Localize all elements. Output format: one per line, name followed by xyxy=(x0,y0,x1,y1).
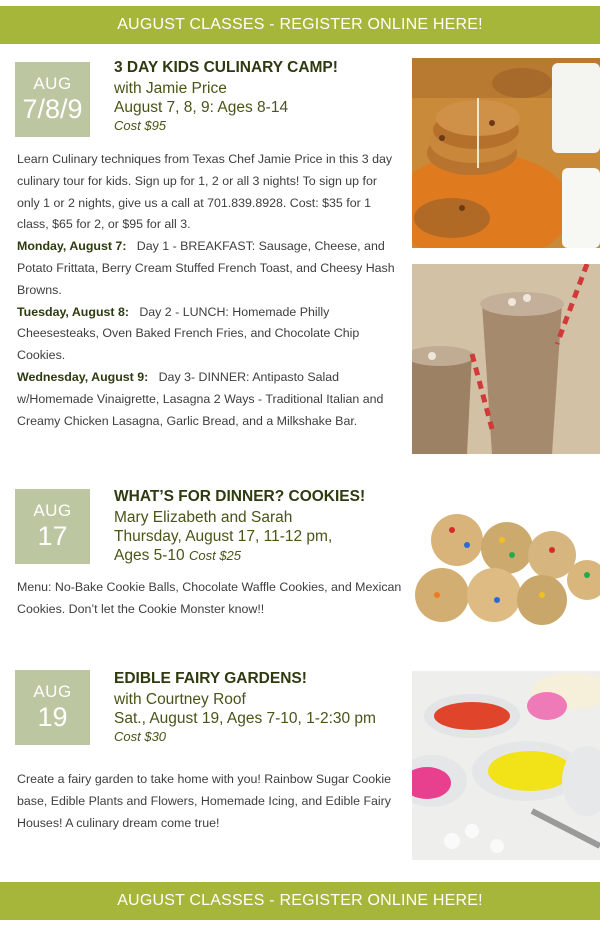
class-age-range: Ages 5-10 xyxy=(114,547,185,564)
class-header xyxy=(114,59,409,133)
date-day: 7/8/9 xyxy=(22,94,83,124)
day-menu: Day 1 - BREAKFAST: Sausage, Cheese, and Potato Frittata, Berry Cream Stuffed French Toast, and Cheesy Hash Browns. xyxy=(17,239,395,297)
class-date: Sat., August 19, Ages 7-10, 1-2:30 pm xyxy=(114,710,376,727)
day-menu: Day 3- DINNER: Antipasto Salad w/Homemade Vinaigrette, Lasagna 2 Ways - Traditional Italian and Creamy Chicken Lasagna, Garlic Bread, and a Milkshake Bar. xyxy=(17,369,384,428)
milkshake-photo xyxy=(412,264,600,454)
date-day: 19 xyxy=(37,702,68,732)
date-day: 17 xyxy=(37,521,68,551)
sprinkles-bowls-photo xyxy=(412,671,600,860)
date-month: AUG xyxy=(33,74,72,93)
class-description: Create a fairy garden to take home with you! Rainbow Sugar Cookie base, Edible Plants and Flowers, Homemade Icing, and Edible Fairy Houses! A culinary dream come true! xyxy=(17,772,391,830)
class-instructor: with Courtney Roof xyxy=(114,691,246,708)
date-badge xyxy=(15,489,90,564)
class-header xyxy=(114,670,414,744)
date-badge xyxy=(15,670,90,745)
cookie-balls-photo xyxy=(412,500,600,648)
class-intro: Learn Culinary techniques from Texas Chef Jamie Price in this 3 day culinary tour for kids. Sign up for 1, 2 or all 3 nights! To sign up for only 1 or 2 nights, give us a call at 701.839.8928. Cost: $35 for 1 class, $65 for 2, or $95 for all 3. xyxy=(17,152,393,232)
class-date: Thursday, August 17, 11-12 pm, xyxy=(114,528,333,545)
class-title: WHAT’S FOR DINNER? COOKIES! xyxy=(114,488,366,505)
class-description xyxy=(17,149,402,432)
class-title: 3 DAY KIDS CULINARY CAMP! xyxy=(114,59,338,76)
day-label: Wednesday, August 9: xyxy=(17,369,149,384)
class-cost: Cost $30 xyxy=(114,729,167,744)
class-cost: Cost $95 xyxy=(114,118,167,133)
register-banner-top[interactable]: AUGUST CLASSES - REGISTER ONLINE HERE! xyxy=(0,6,600,44)
class-instructor: Mary Elizabeth and Sarah xyxy=(114,509,293,526)
class-instructor: with Jamie Price xyxy=(114,80,227,97)
register-banner-bottom[interactable]: AUGUST CLASSES - REGISTER ONLINE HERE! xyxy=(0,882,600,920)
date-badge xyxy=(15,62,90,137)
class-title: EDIBLE FAIRY GARDENS! xyxy=(114,670,307,687)
date-month: AUG xyxy=(33,501,72,520)
date-month: AUG xyxy=(33,682,72,701)
class-date: August 7, 8, 9: Ages 8-14 xyxy=(114,99,289,116)
day-menu: Day 2 - LUNCH: Homemade Philly Cheesesteaks, Oven Baked French Fries, and Chocolate Chip Cookies. xyxy=(17,304,360,363)
day-label: Tuesday, August 8: xyxy=(17,304,129,319)
class-cost: Cost $25 xyxy=(188,548,242,563)
day-label: Monday, August 7: xyxy=(17,239,127,254)
cookies-milk-photo xyxy=(412,58,600,248)
class-ages xyxy=(114,546,414,565)
class-header xyxy=(114,488,414,565)
class-description: Menu: No-Bake Cookie Balls, Chocolate Waffle Cookies, and Mexican Cookies. Don’t let the Cookie Monster know!! xyxy=(17,580,402,616)
